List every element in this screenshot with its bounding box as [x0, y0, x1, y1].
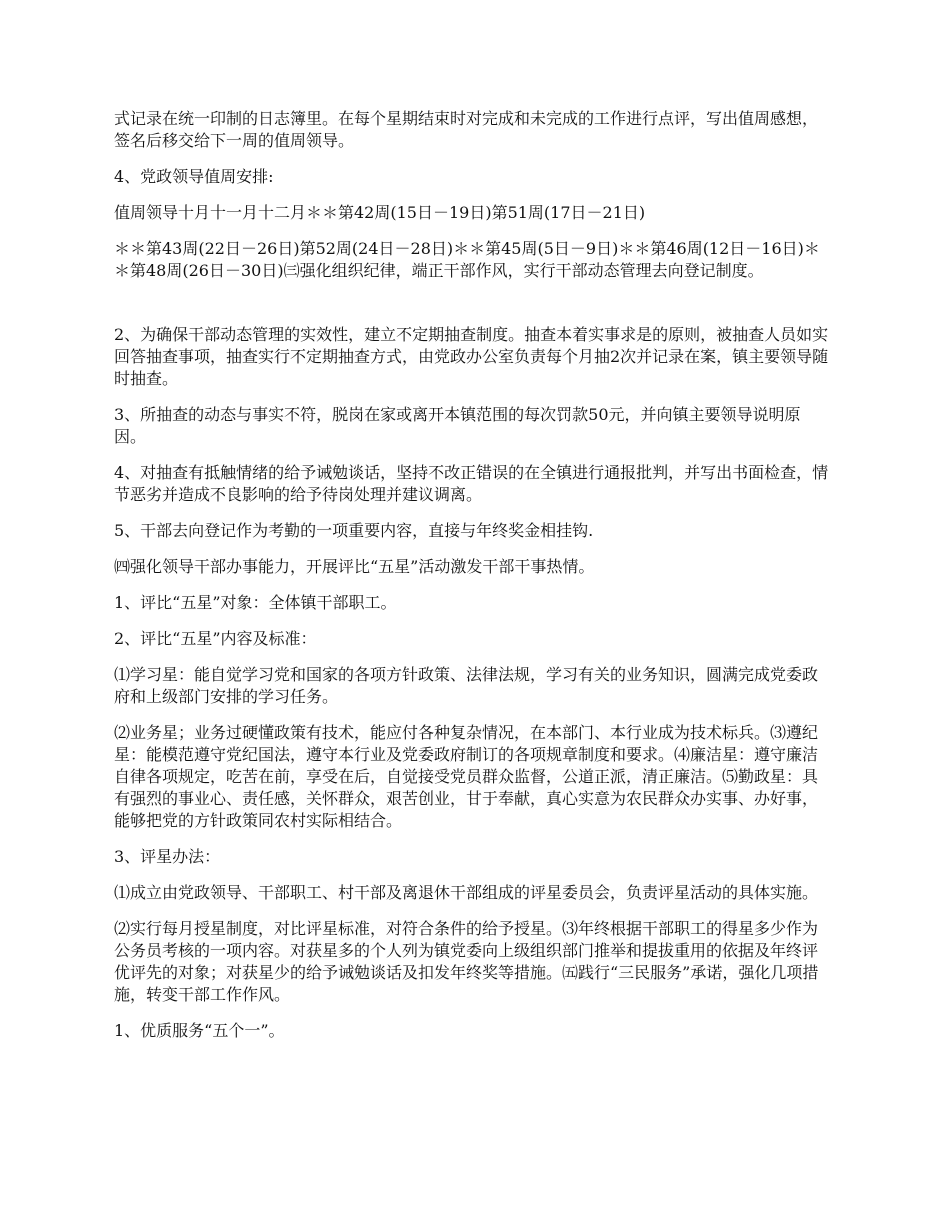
paragraph-duty-log: 式记录在统一印制的日志簿里。在每个星期结束时对完成和未完成的工作进行点评，写出值周感想，签名后移交给下一周的值周领导。: [114, 109, 819, 150]
paragraph-duty-weeks-1: 值周领导十月十一月十二月＊＊第42周(15日－19日)第51周(17日－21日): [114, 203, 646, 222]
paragraph-duty-arrangement-heading: 4、党政领导值周安排:: [114, 167, 274, 186]
paragraph-spacer: [114, 296, 830, 324]
paragraph-five-stars-criteria-heading: 2、评比“五星”内容及标准：: [114, 629, 317, 648]
paragraph-spot-check-resistance: 4、对抽查有抵触情绪的给予诫勉谈话，坚持不改正错误的在全镇进行通报批判，并写出书面检查，情节恶劣并造成不良影响的给予待岗处理并建议调离。: [114, 463, 829, 504]
paragraph-study-star: ⑴学习星：能自觉学习党和国家的各项方针政策、法律法规，学习有关的业务知识，圆满完成党委政府和上级部门安排的学习任务。: [114, 665, 819, 706]
paragraph-spot-check-system: 2、为确保干部动态管理的实效性，建立不定期抽查制度。抽查本着实事求是的原则，被抽查人员如实回答抽查事项，抽查实行不定期抽查方式，由党政办公室负责每个月抽2次并记录在案，镇主要领导随时抽查。: [114, 325, 829, 388]
paragraph-five-stars-heading: ㈣强化领导干部办事能力，开展评比“五星”活动激发干部干事热情。: [114, 557, 595, 576]
paragraph-duty-weeks-2: ＊＊第43周(22日－26日)第52周(24日－28日)＊＊第45周(5日－9日)＊＊第46周(12日－16日)＊＊第48周(26日－30日)㈢强化组织纪律，端正干部作风，实行干部动态管理去向登记制度。: [114, 239, 820, 280]
paragraph-business-star-and-more: ⑵业务星；业务过硬懂政策有技术，能应付各种复杂情况，在本部门、本行业成为技术标兵。⑶遵纪星：能模范遵守党纪国法，遵守本行业及党委政府制订的各项规章制度和要求。⑷廉洁星：遵守廉洁自律各项规定，吃苦在前，享受在后，自觉接受党员群众监督，公道正派，清正廉洁。⑸勤政星：具有强烈的事业心、责任感，关怀群众，艰苦创业，甘于奉献，真心实意为农民群众办实事、办好事，能够把党的方针政策同农村实际相结合。: [114, 723, 819, 830]
paragraph-rating-committee: ⑴成立由党政领导、干部职工、村干部及离退休干部组成的评星委员会，负责评星活动的具体实施。: [114, 883, 819, 902]
paragraph-quality-service: 1、优质服务“五个一”。: [114, 1021, 285, 1040]
paragraph-spot-check-penalty: 3、所抽查的动态与事实不符，脱岗在家或离开本镇范围的每次罚款50元，并向镇主要领导说明原因。: [114, 405, 801, 446]
paragraph-five-stars-target: 1、评比“五星”对象：全体镇干部职工。: [114, 593, 397, 612]
paragraph-rating-method-heading: 3、评星办法：: [114, 847, 221, 866]
paragraph-attendance-bonus: 5、干部去向登记作为考勤的一项重要内容，直接与年终奖金相挂钩.: [114, 521, 594, 540]
document-body: [114, 108, 830, 1056]
paragraph-monthly-award: ⑵实行每月授星制度，对比评星标准，对符合条件的给予授星。⑶年终根据干部职工的得星多少作为公务员考核的一项内容。对获星多的个人列为镇党委向上级组织部门推举和提拔重用的依据及年终评优评先的对象；对获星少的给予诫勉谈话及扣发年终奖等措施。㈤践行“三民服务”承诺，强化几项措施，转变干部工作作风。: [114, 919, 819, 1004]
